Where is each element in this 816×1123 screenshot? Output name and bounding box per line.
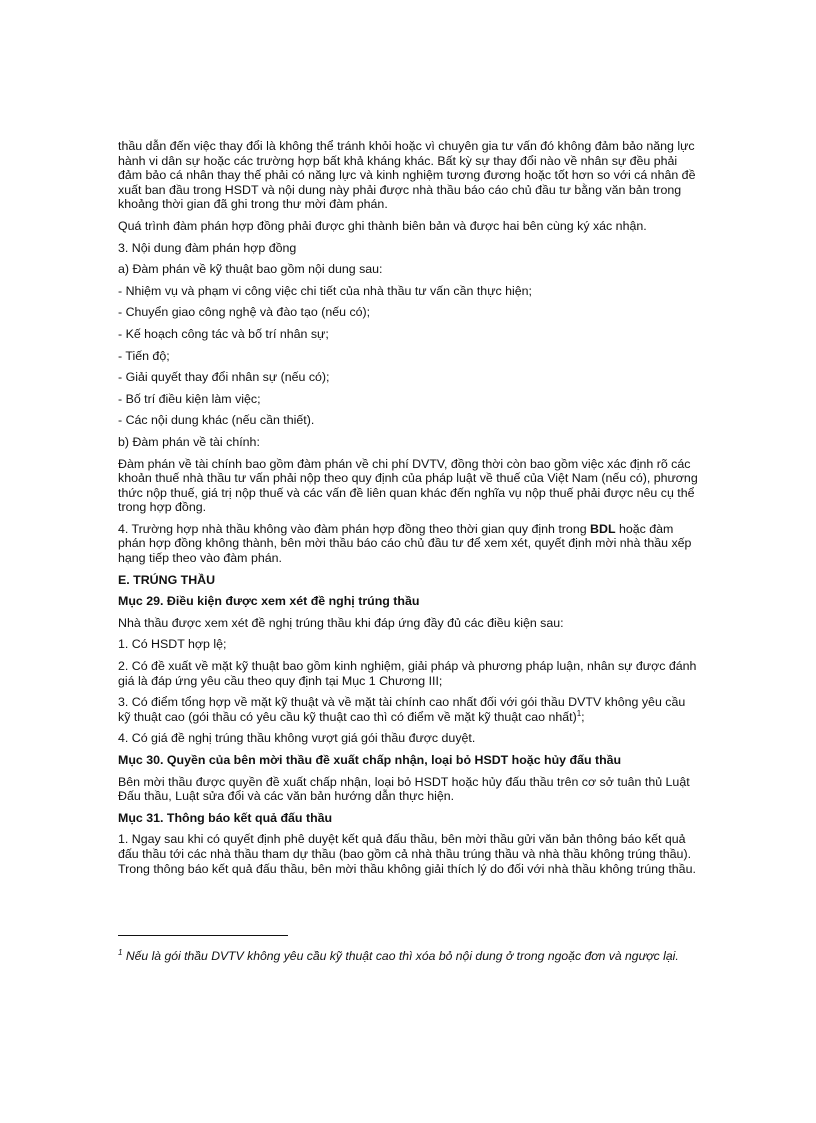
list-item: - Nhiệm vụ và phạm vi công việc chi tiết của nhà thầu tư vấn cần thực hiện; <box>118 283 532 298</box>
muc30-title: Mục 30. Quyền của bên mời thầu đề xuất chấp nhận, loại bỏ HSDT hoặc hủy đấu thầu <box>118 753 622 767</box>
footnote-marker: 1 <box>118 947 123 957</box>
list-item: 2. Có đề xuất về mặt kỹ thuật bao gồm kinh nghiệm, giải pháp và phương pháp luận, nhân sự được đánh giá là đáp ứng yêu cầu theo quy định tại Mục 1 Chương III; <box>118 659 697 688</box>
paragraph-minutes: Quá trình đàm phán hợp đồng phải được ghi thành biên bản và được hai bên cùng ký xác nhận. <box>118 218 647 233</box>
paragraph-financial-negotiation: b) Đàm phán về tài chính: <box>118 434 260 449</box>
paragraph-financial-detail: Đàm phán về tài chính bao gồm đàm phán về chi phí DVTV, đồng thời còn bao gồm việc xác định rõ các khoản thuế nhà thầu tư vấn phải nộp theo quy định của pháp luật về thuế của Việt Nam (nếu có), phương thức nộp thuế, giá trị nộp thuế và các vấn đề liên quan khác đến nghĩa vụ nộp thuế phải được nêu cụ thể trong hợp đồng. <box>118 456 698 515</box>
list-item: - Tiến độ; <box>118 348 170 363</box>
list-item: - Giải quyết thay đổi nhân sự (nếu có); <box>118 370 330 385</box>
footnote <box>118 949 698 964</box>
list-item: 1. Có HSDT hợp lệ; <box>118 637 227 652</box>
bdl-reference: BDL <box>590 521 616 536</box>
muc29-intro: Nhà thầu được xem xét đề nghị trúng thầu khi đáp ứng đầy đủ các điều kiện sau: <box>118 615 564 630</box>
footnote-divider <box>118 935 288 936</box>
paragraph-personnel-change: thầu dẫn đến việc thay đổi là không thể tránh khỏi hoặc vì chuyên gia tư vấn đó không đảm bảo năng lực hành vi dân sự hoặc các trường hợp bất khả kháng khác. Bất kỳ sự thay đổi nào về nhân sự đều phải đảm bảo cá nhân thay thế phải có năng lực và kinh nghiệm tương đương hoặc tốt hơn so với cá nhân đề xuất ban đầu trong HSDT và nội dung này phải được nhà thầu báo cáo chủ đầu tư bằng văn bản trong khoảng thời gian đã ghi trong thư mời đàm phán. <box>118 139 696 212</box>
list-item: 4. Có giá đề nghị trúng thầu không vượt giá gói thầu được duyệt. <box>118 731 476 746</box>
muc31-body: 1. Ngay sau khi có quyết định phê duyệt kết quả đấu thầu, bên mời thầu gửi văn bản thông báo kết quả đấu thầu tới các nhà thầu tham dự thầu (bao gồm cả nhà thầu trúng thầu và nhà thầu không trúng thầu). Trong thông báo kết quả đấu thầu, bên mời thầu không giải thích lý do đối với nhà thầu không trúng thầu. <box>118 832 696 876</box>
footnote-text: Nếu là gói thầu DVTV không yêu cầu kỹ thuật cao thì xóa bỏ nội dung ở trong ngoặc đơn và ngược lại. <box>122 949 679 963</box>
list-item: - Bố trí điều kiện làm việc; <box>118 391 261 406</box>
muc30-body: Bên mời thầu được quyền đề xuất chấp nhận, loại bỏ HSDT hoặc hủy đấu thầu trên cơ sở tuân thủ Luật Đấu thầu, Luật sửa đổi và các văn bản hướng dẫn thực hiện. <box>118 774 690 804</box>
muc31-title: Mục 31. Thông báo kết quả đấu thầu <box>118 810 333 825</box>
footnote-ref[interactable]: 1 <box>576 708 582 718</box>
paragraph-negotiation-content: 3. Nội dung đàm phán hợp đồng <box>118 240 297 255</box>
list-item: - Các nội dung khác (nếu cần thiết). <box>118 413 315 428</box>
section-heading: E. TRÚNG THẦU <box>118 572 216 587</box>
list-item: - Kế hoạch công tác và bố trí nhân sự; <box>118 326 329 341</box>
muc29-title: Mục 29. Điều kiện được xem xét đề nghị trúng thầu <box>118 594 420 609</box>
paragraph-failed-negotiation: 4. Trường hợp nhà thầu không vào đàm phán hợp đồng theo thời gian quy định trong BDL hoặc đàm phán hợp đồng không thành, bên mời thầu báo cáo chủ đầu tư để xem xét, quyết định mời nhà thầu xếp hạng tiếp theo vào đàm phán. <box>118 521 692 566</box>
list-item: 3. Có điểm tổng hợp về mặt kỹ thuật và về mặt tài chính cao nhất đối với gói thầu DVTV không yêu cầu kỹ thuật cao (gói thầu có yêu cầu kỹ thuật cao thì có điểm về mặt kỹ thuật cao nhất)$^1$; <box>118 695 686 724</box>
paragraph-technical-negotiation: a) Đàm phán về kỹ thuật bao gồm nội dung sau: <box>118 262 383 277</box>
list-item: - Chuyển giao công nghệ và đào tạo (nếu có); <box>118 305 371 320</box>
document-body <box>118 139 698 883</box>
